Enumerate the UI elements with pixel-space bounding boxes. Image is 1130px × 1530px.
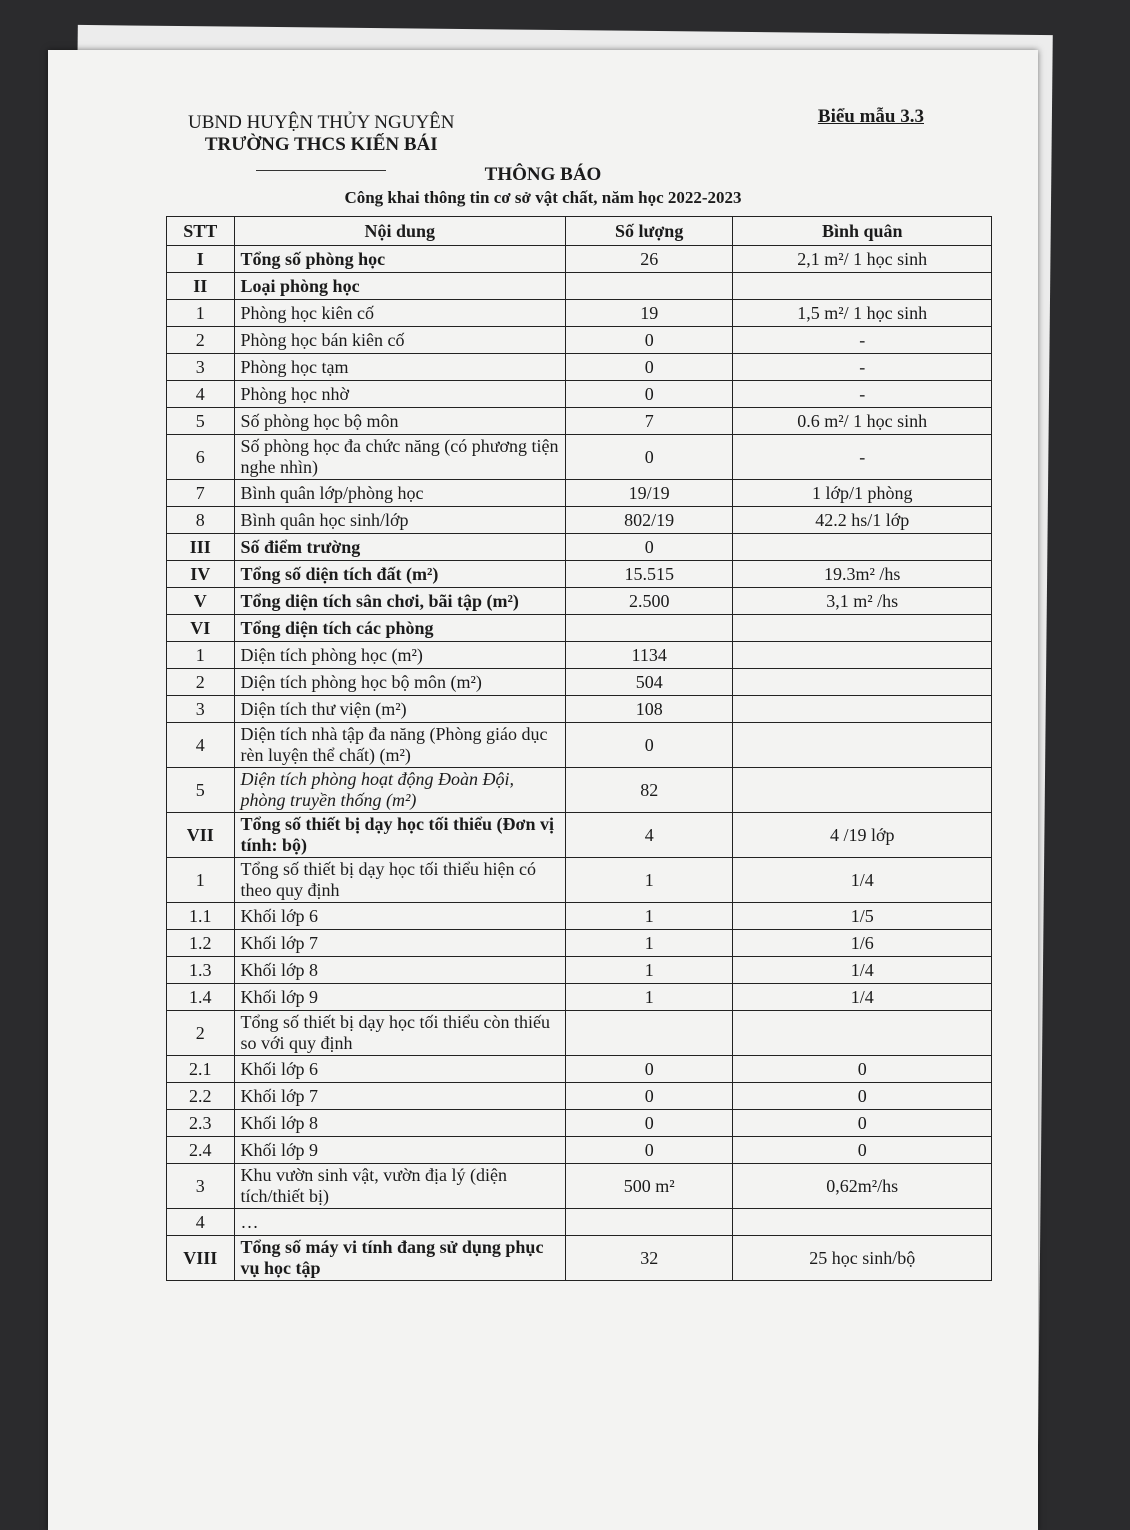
row-average-cell (733, 696, 992, 723)
row-stt-cell: 5 (167, 768, 235, 813)
row-quantity-cell (565, 615, 733, 642)
row-quantity-cell: 1 (565, 858, 733, 903)
row-stt-cell: 3 (167, 354, 235, 381)
table-row (167, 615, 992, 642)
row-content-cell: Số phòng học đa chức năng (có phương tiện nghe nhìn) (234, 435, 565, 480)
row-quantity-cell: 0 (565, 327, 733, 354)
row-average-cell: - (733, 354, 992, 381)
row-quantity-cell: 19/19 (565, 480, 733, 507)
row-quantity-cell: 32 (565, 1236, 733, 1281)
row-stt-cell: 2.3 (167, 1110, 235, 1137)
row-average-cell (733, 1011, 992, 1056)
row-average-cell: 0.6 m²/ 1 học sinh (733, 408, 992, 435)
row-quantity-cell (565, 1209, 733, 1236)
row-stt-cell: 6 (167, 435, 235, 480)
row-stt-cell: 8 (167, 507, 235, 534)
row-content-cell: Số điểm trường (234, 534, 565, 561)
row-average-cell: 0 (733, 1110, 992, 1137)
row-content-cell: Diện tích phòng học (m²) (234, 642, 565, 669)
table-row (167, 768, 992, 813)
row-content-cell: Tổng số thiết bị dạy học tối thiểu (Đơn vị tính: bộ) (234, 813, 565, 858)
table-row (167, 813, 992, 858)
table-row (167, 480, 992, 507)
document-page (48, 50, 1038, 1530)
row-content-cell: Bình quân lớp/phòng học (234, 480, 565, 507)
row-quantity-cell: 0 (565, 1056, 733, 1083)
table-row (167, 957, 992, 984)
row-stt-cell: 2.1 (167, 1056, 235, 1083)
row-stt-cell: 5 (167, 408, 235, 435)
table-row (167, 1164, 992, 1209)
table-row (167, 507, 992, 534)
row-stt-cell: 1 (167, 642, 235, 669)
row-stt-cell: IV (167, 561, 235, 588)
row-quantity-cell: 15.515 (565, 561, 733, 588)
table-row (167, 642, 992, 669)
row-content-cell: Tổng diện tích các phòng (234, 615, 565, 642)
row-quantity-cell: 7 (565, 408, 733, 435)
row-average-cell: 2,1 m²/ 1 học sinh (733, 246, 992, 273)
row-average-cell (733, 534, 992, 561)
row-stt-cell: 1.4 (167, 984, 235, 1011)
row-content-cell: Phòng học nhờ (234, 381, 565, 408)
row-content-cell: Khu vườn sinh vật, vườn địa lý (diện tích/thiết bị) (234, 1164, 565, 1209)
row-quantity-cell: 0 (565, 381, 733, 408)
table-row (167, 246, 992, 273)
row-average-cell: 1/4 (733, 858, 992, 903)
row-stt-cell: VIII (167, 1236, 235, 1281)
row-average-cell: - (733, 327, 992, 354)
row-quantity-cell: 82 (565, 768, 733, 813)
row-quantity-cell: 2.500 (565, 588, 733, 615)
row-stt-cell: I (167, 246, 235, 273)
table-row (167, 300, 992, 327)
table-row (167, 534, 992, 561)
row-stt-cell: II (167, 273, 235, 300)
table-row (167, 588, 992, 615)
row-content-cell: Phòng học kiên cố (234, 300, 565, 327)
row-average-cell: 42.2 hs/1 lớp (733, 507, 992, 534)
row-content-cell: Bình quân học sinh/lớp (234, 507, 565, 534)
row-quantity-cell: 19 (565, 300, 733, 327)
row-average-cell: 4 /19 lớp (733, 813, 992, 858)
row-content-cell: Tổng số phòng học (234, 246, 565, 273)
table-body (167, 246, 992, 1281)
row-content-cell: Loại phòng học (234, 273, 565, 300)
row-quantity-cell: 26 (565, 246, 733, 273)
row-stt-cell: 1.2 (167, 930, 235, 957)
table-row (167, 930, 992, 957)
row-stt-cell: 2 (167, 669, 235, 696)
table-row (167, 1110, 992, 1137)
row-content-cell: Khối lớp 7 (234, 930, 565, 957)
row-average-cell: - (733, 381, 992, 408)
table-row (167, 1056, 992, 1083)
row-average-cell: 19.3m² /hs (733, 561, 992, 588)
table-row (167, 858, 992, 903)
column-header-average: Bình quân (733, 217, 992, 246)
row-content-cell: Tổng diện tích sân chơi, bãi tập (m²) (234, 588, 565, 615)
row-average-cell: 0,62m²/hs (733, 1164, 992, 1209)
row-stt-cell: III (167, 534, 235, 561)
table-header-row (167, 217, 992, 246)
row-quantity-cell: 1 (565, 903, 733, 930)
row-stt-cell: 1 (167, 300, 235, 327)
column-header-content: Nội dung (234, 217, 565, 246)
row-average-cell (733, 768, 992, 813)
row-stt-cell: VI (167, 615, 235, 642)
table-row (167, 1236, 992, 1281)
row-average-cell: 1,5 m²/ 1 học sinh (733, 300, 992, 327)
row-quantity-cell: 0 (565, 435, 733, 480)
row-stt-cell: 1.3 (167, 957, 235, 984)
table-row (167, 1137, 992, 1164)
row-quantity-cell: 0 (565, 1083, 733, 1110)
row-quantity-cell (565, 1011, 733, 1056)
row-quantity-cell: 4 (565, 813, 733, 858)
table-row (167, 1083, 992, 1110)
row-average-cell: 1/6 (733, 930, 992, 957)
row-average-cell: 1/4 (733, 984, 992, 1011)
row-content-cell: Khối lớp 6 (234, 1056, 565, 1083)
row-stt-cell: 2.2 (167, 1083, 235, 1110)
table-row (167, 903, 992, 930)
row-quantity-cell: 1 (565, 930, 733, 957)
row-quantity-cell: 0 (565, 1110, 733, 1137)
row-average-cell: 25 học sinh/bộ (733, 1236, 992, 1281)
row-content-cell: Phòng học bán kiên cố (234, 327, 565, 354)
row-stt-cell: 2 (167, 1011, 235, 1056)
row-stt-cell: 4 (167, 723, 235, 768)
table-row (167, 435, 992, 480)
row-average-cell (733, 615, 992, 642)
row-content-cell: Tổng số diện tích đất (m²) (234, 561, 565, 588)
row-stt-cell: 3 (167, 696, 235, 723)
row-stt-cell: VII (167, 813, 235, 858)
row-average-cell: - (733, 435, 992, 480)
facility-table (166, 216, 992, 1281)
row-content-cell: Phòng học tạm (234, 354, 565, 381)
row-stt-cell: 1 (167, 858, 235, 903)
table-row (167, 984, 992, 1011)
row-average-cell (733, 1209, 992, 1236)
row-content-cell: Tổng số máy vi tính đang sử dụng phục vụ học tập (234, 1236, 565, 1281)
row-quantity-cell: 504 (565, 669, 733, 696)
row-average-cell: 0 (733, 1056, 992, 1083)
table-row (167, 1011, 992, 1056)
row-content-cell: Khối lớp 8 (234, 1110, 565, 1137)
row-content-cell: Tổng số thiết bị dạy học tối thiểu còn thiếu so với quy định (234, 1011, 565, 1056)
row-content-cell: Tổng số thiết bị dạy học tối thiểu hiện có theo quy định (234, 858, 565, 903)
row-stt-cell: 1.1 (167, 903, 235, 930)
table-row (167, 561, 992, 588)
row-quantity-cell (565, 273, 733, 300)
row-average-cell: 3,1 m² /hs (733, 588, 992, 615)
row-quantity-cell: 802/19 (565, 507, 733, 534)
row-quantity-cell: 0 (565, 1137, 733, 1164)
table-row (167, 381, 992, 408)
row-average-cell (733, 723, 992, 768)
row-stt-cell: 2 (167, 327, 235, 354)
column-header-stt: STT (167, 217, 235, 246)
document-title: THÔNG BÁO (484, 164, 602, 185)
row-content-cell: Diện tích phòng học bộ môn (m²) (234, 669, 565, 696)
row-average-cell: 0 (733, 1137, 992, 1164)
row-quantity-cell: 108 (565, 696, 733, 723)
table-row (167, 669, 992, 696)
form-number: Biểu mẫu 3.3 (817, 106, 924, 127)
row-quantity-cell: 0 (565, 354, 733, 381)
row-content-cell: Số phòng học bộ môn (234, 408, 565, 435)
row-content-cell: Khối lớp 7 (234, 1083, 565, 1110)
row-average-cell: 1/4 (733, 957, 992, 984)
column-header-quantity: Số lượng (565, 217, 733, 246)
row-content-cell: Khối lớp 8 (234, 957, 565, 984)
table-row (167, 408, 992, 435)
row-quantity-cell: 1 (565, 957, 733, 984)
row-average-cell: 1/5 (733, 903, 992, 930)
row-content-cell: Khối lớp 6 (234, 903, 565, 930)
row-stt-cell: 4 (167, 381, 235, 408)
row-stt-cell: 3 (167, 1164, 235, 1209)
row-content-cell: Khối lớp 9 (234, 984, 565, 1011)
issuer-header (188, 112, 455, 171)
row-average-cell (733, 273, 992, 300)
row-quantity-cell: 0 (565, 534, 733, 561)
table-row (167, 696, 992, 723)
row-quantity-cell: 500 m² (565, 1164, 733, 1209)
row-average-cell (733, 642, 992, 669)
row-stt-cell: V (167, 588, 235, 615)
table-row (167, 1209, 992, 1236)
table-row (167, 273, 992, 300)
row-content-cell: Diện tích phòng hoạt động Đoàn Đội, phòng truyền thống (m²) (234, 768, 565, 813)
table-row (167, 723, 992, 768)
row-stt-cell: 7 (167, 480, 235, 507)
row-quantity-cell: 1134 (565, 642, 733, 669)
row-stt-cell: 4 (167, 1209, 235, 1236)
table-row (167, 354, 992, 381)
row-average-cell: 0 (733, 1083, 992, 1110)
row-quantity-cell: 1 (565, 984, 733, 1011)
document-subtitle: Công khai thông tin cơ sở vật chất, năm học 2022-2023 (344, 188, 742, 207)
row-content-cell: Diện tích nhà tập đa năng (Phòng giáo dục rèn luyện thể chất) (m²) (234, 723, 565, 768)
row-content-cell: Khối lớp 9 (234, 1137, 565, 1164)
school-name: TRƯỜNG THCS KIẾN BÁI (204, 134, 438, 155)
row-average-cell (733, 669, 992, 696)
row-quantity-cell: 0 (565, 723, 733, 768)
row-content-cell: Diện tích thư viện (m²) (234, 696, 565, 723)
table-row (167, 327, 992, 354)
authority-name: UBND HUYỆN THỦY NGUYÊN (188, 112, 455, 133)
row-stt-cell: 2.4 (167, 1137, 235, 1164)
row-content-cell: … (234, 1209, 565, 1236)
row-average-cell: 1 lớp/1 phòng (733, 480, 992, 507)
